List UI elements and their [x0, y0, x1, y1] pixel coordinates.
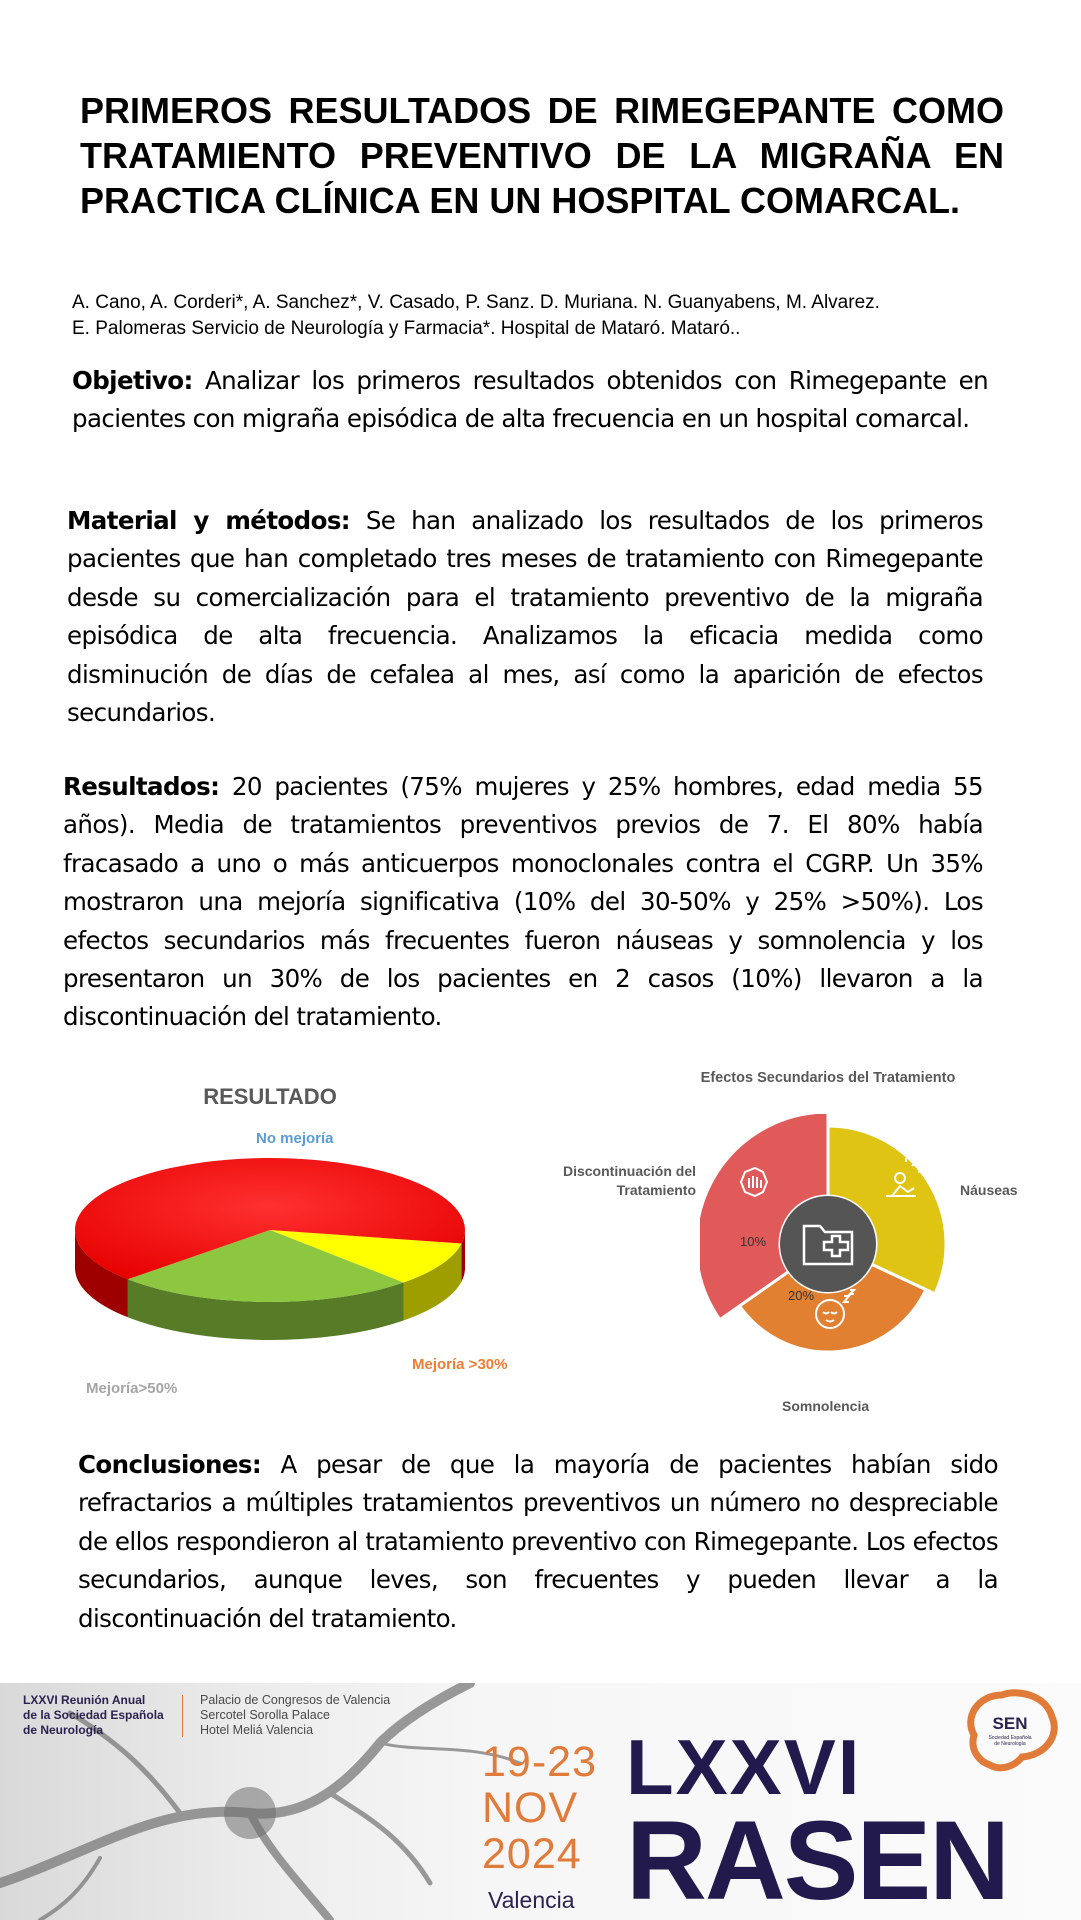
objetivo-label: Objetivo: [72, 366, 193, 395]
authors-line-2: E. Palomeras Servicio de Neurología y Farmacia*. Hospital de Mataró. Mataró.. [72, 318, 741, 339]
efectos-donut-chart [700, 1114, 960, 1374]
sen-logo-sub-2: de Neurología [994, 1741, 1026, 1747]
dates-days: 19-23 [482, 1738, 597, 1786]
event-name: RASEN [626, 1798, 1009, 1920]
donut-chart-title: Efectos Secundarios del Tratamiento [700, 1070, 956, 1086]
donut-label-nauseas: Náuseas [960, 1182, 1018, 1198]
charts [0, 1060, 1081, 1430]
event-city: Valencia [488, 1887, 575, 1913]
donut-label-discontinuacion: Discontinuación del Tratamiento [562, 1163, 696, 1198]
conclusiones-text: A pesar de que la mayoría de pacientes habían sido refractarios a múltiples tratamientos preventivos un número no despreciable de ellos respondieron al tratamiento preventivo con Rimegepante. Los efectos secundarios, aunque leves, son frecuentes y pueden llevar a la discontinuación del tratamiento. [78, 1450, 998, 1633]
poster-title: PRIMEROS RESULTADOS DE RIMEGEPANTE COMO TRATAMIENTO PREVENTIVO DE LA MIGRAÑA EN PRACTICA CLÍNICA EN UN HOSPITAL COMARCAL. [80, 90, 1004, 221]
resultado-pie-chart [60, 1145, 480, 1375]
pie-slices [75, 1158, 465, 1302]
venue-list [200, 1693, 390, 1738]
donut-label-somnolencia: Somnolencia [782, 1398, 870, 1414]
meeting-line-3: de Neurología [23, 1723, 104, 1737]
pie-chart-title: RESULTADO [203, 1084, 337, 1109]
footer-divider [182, 1695, 183, 1737]
pie-label-mejoria-50: Mejoría>50% [86, 1380, 178, 1397]
conclusiones-section [78, 1446, 998, 1638]
venue-line-3: Hotel Meliá Valencia [200, 1723, 314, 1737]
meeting-line-2: de la Sociedad Española [23, 1708, 164, 1722]
material-label: Material y métodos: [67, 506, 351, 535]
pie-label-no-mejoria: No mejoría [256, 1130, 334, 1147]
authors-line-1: A. Cano, A. Corderi*, A. Sanchez*, V. Casado, P. Sanz. D. Muriana. N. Guanyabens, M. Alvarez. [72, 292, 880, 313]
venue-line-2: Sercotel Sorolla Palace [200, 1708, 330, 1722]
objetivo-text: Analizar los primeros resultados obtenidos con Rimegepante en pacientes con migraña episódica de alta frecuencia en un hospital comarcal. [72, 366, 988, 434]
meeting-line-1: LXXVI Reunión Anual [23, 1693, 146, 1707]
sen-logo [960, 1687, 1060, 1773]
dates-year: 2024 [482, 1830, 582, 1878]
pie-label-mejoria-30: Mejoría >30% [412, 1356, 508, 1373]
resultados-section [63, 768, 983, 1037]
objetivo-section [72, 362, 988, 439]
authors [72, 290, 1012, 342]
sen-logo-text: SEN [992, 1714, 1028, 1733]
resultados-text: 20 pacientes (75% mujeres y 25% hombres, edad media 55 años). Media de tratamientos preventivos previos de 7. El 80% había fracasado a uno o más anticuerpos monoclonales contra el CGRP. Un 35% mostraron una mejoría significativa (10% del 30-50% y 25% >50%). Los efectos secundarios más frecuentes fueron náuseas y somnolencia y los presentaron un 30% de los pacientes en 2 casos (10%) llevaron a la discontinuación del tratamiento. [63, 772, 983, 1032]
donut-center [780, 1196, 876, 1292]
congress-footer-banner [0, 1683, 1081, 1920]
donut-value-label-2: 10% [740, 1234, 767, 1249]
resultados-label: Resultados: [63, 772, 220, 801]
event-dates [482, 1739, 597, 1877]
sen-logo-sub-1: Sociedad Española [988, 1735, 1032, 1741]
donut-value-label-1: 20% [788, 1288, 815, 1303]
venue-line-1: Palacio de Congresos de Valencia [200, 1693, 391, 1707]
material-text: Se han analizado los resultados de los primeros pacientes que han completado tres meses de tratamiento con Rimegepante desde su comercialización para el tratamiento preventivo de la migraña episódica de alta frecuencia. Analizamos la eficacia medida como disminución de días de cefalea al mes, así como la aparición de efectos secundarios. [67, 506, 983, 728]
material-section [67, 502, 983, 732]
dates-month: NOV [482, 1784, 579, 1832]
meeting-name [23, 1693, 164, 1738]
conclusiones-label: Conclusiones: [78, 1450, 262, 1479]
event-edition: LXXVI [626, 1723, 862, 1811]
